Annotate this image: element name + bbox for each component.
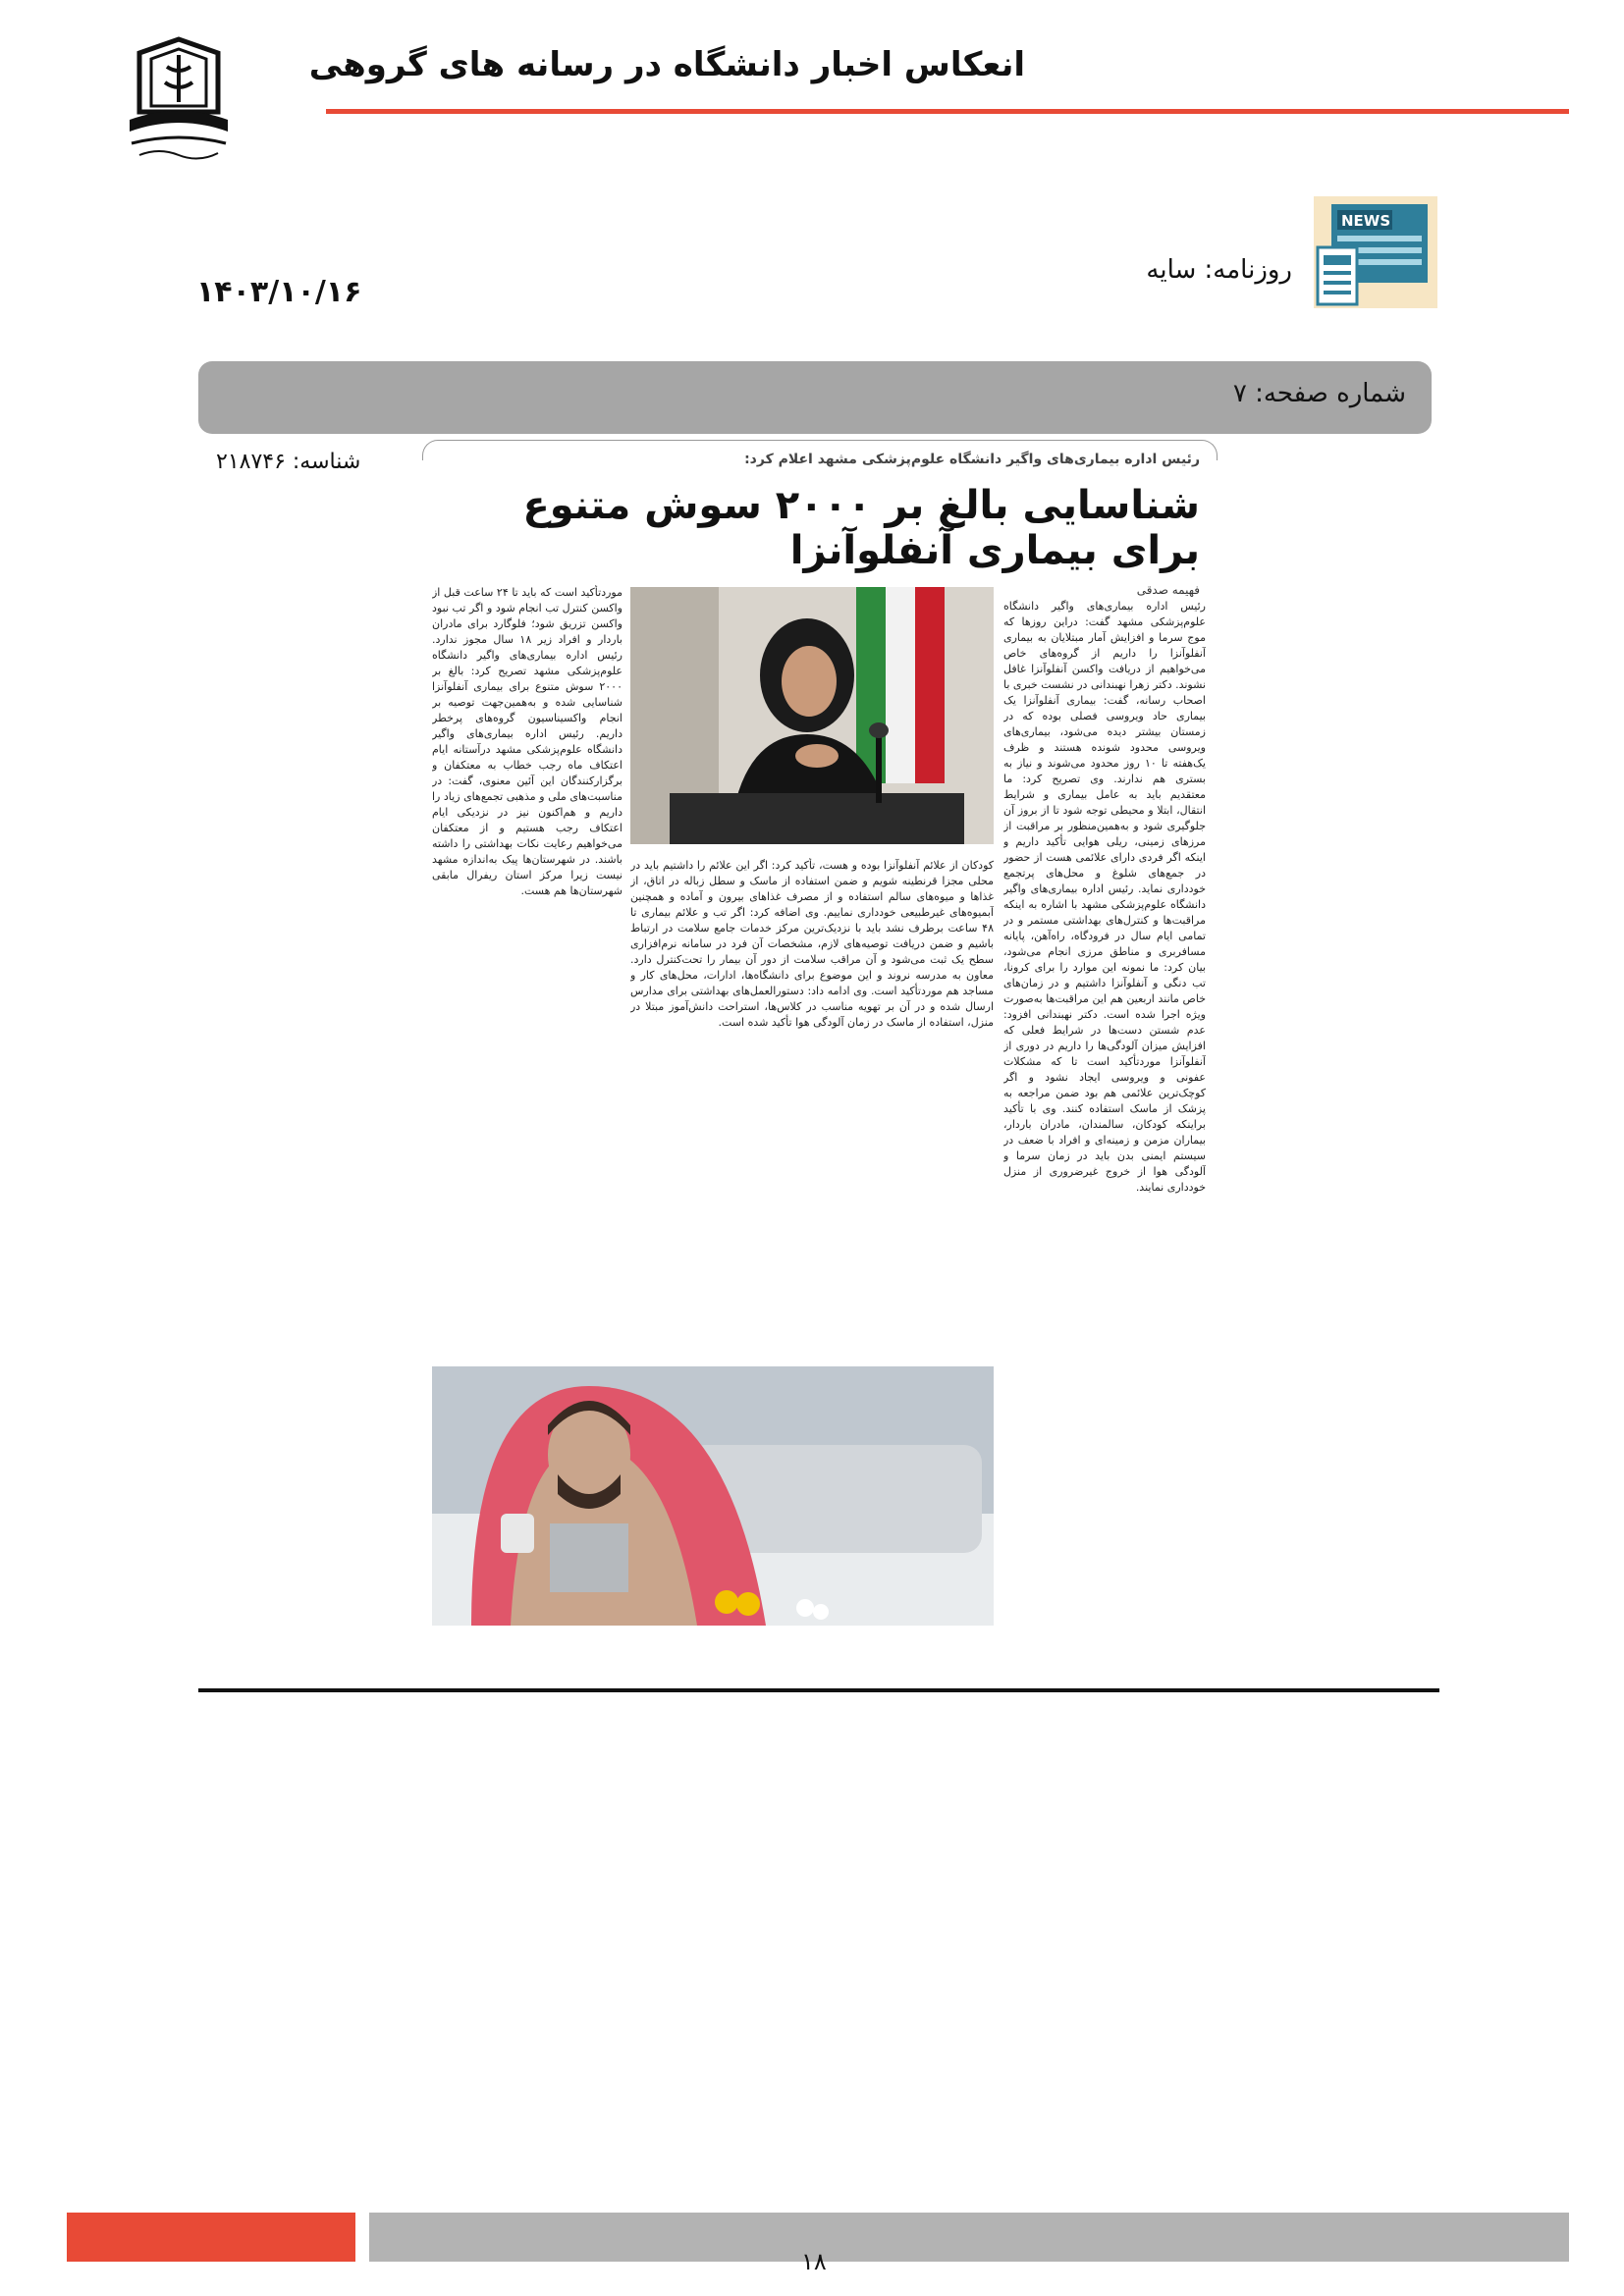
official-photo: [630, 587, 994, 844]
newspaper-icon: [1314, 196, 1437, 308]
news-clipping: [422, 440, 1216, 1633]
footer-accent-block: [67, 2213, 355, 2262]
article-column-middle: کودکان از علائم آنفلوآنزا بوده و هست، تأکید کرد: اگر این علائم را داشتیم باید در محلی مجزا قرنطینه شویم و ضمن استفاده از ماسک و سطل زباله در اتاق، از غذاها و میوه‌های سالم استفاده و از مصرف غذاهای بیرون و آماده و همچنین آبمیوه‌های غیرطبیعی خودداری نماییم. وی اضافه کرد: اگر تب و علائم بیماری تا ۴۸ ساعت برطرف نشد باید با نزدیک‌ترین مرکز خدمات جامع سلامت در ارتباط باشیم و ضمن دریافت توصیه‌های لازم، مشخصات آن فرد در سامانه نرم‌افزاری سطح یک ثبت می‌شود و آن مراقب سلامت از دور آن بیمار را تحت‌کنترل دارد. معاون به مدرسه نروند و این موضوع برای دانشگاه‌ها، ادارات، محل‌های کار و مساجد هم موردتأکید است. وی ادامه داد: دستورالعمل‌های بهداشتی برای مدارس ارسال شده و در آن بر تهویه مناسب در کلاس‌ها، استراحت دانش‌آموز مبتلا در منزل، استفاده از ماسک در زمان آلودگی هوا تأکید شده است.: [630, 859, 994, 1029]
page-number-label: شماره صفحه: ۷: [1232, 379, 1406, 408]
article-column-left: موردتأکید است که باید تا ۲۴ ساعت قبل از واکسن کنترل تب انجام شود و اگر تب نبود واکسن تزریق شود؛ فلوگارد برای مادران باردار و افراد زیر ۱۸ سال مجوز ندارد. رئیس اداره بیماری‌های واگیر دانشگاه علوم‌پزشکی مشهد تصریح کرد: بالغ بر ۲۰۰۰ سوش متنوع برای بیماری آنفلوآنزا شناسایی شده و به‌همین‌جهت توصیه بر انجام واکسیناسیون گروه‌های پرخطر داریم. رئیس اداره بیماری‌های واگیر دانشگاه علوم‌پزشکی مشهد درآستانه ایام اعتکاف ماه رجب خطاب به معتکفان و برگزارکنندگان این آئین معنوی، گفت: در مناسبت‌های ملی و مذهبی تجمع‌های زیاد را داریم و هم‌اکنون نیز در نزدیکی ایام اعتکاف رجب هستیم و از معتکفان می‌خواهیم رعایت نکات بهداشتی را داشته باشند. در شهرستان‌ها پیک به‌اندازه مشهد نیست زیرا مرکز استان ریفرال مابقی شهرستان‌ها هم هست.: [432, 586, 623, 897]
publication-date: ۱۴۰۳/۱۰/۱۶: [196, 275, 362, 309]
footer-page-number: ۱۸: [801, 2248, 827, 2275]
news-icon-text: NEWS: [1341, 212, 1391, 230]
article-identifier: شناسه: ۲۱۸۷۴۶: [216, 450, 361, 474]
article-column-right: رئیس اداره بیماری‌های واگیر دانشگاه علوم‌پزشکی مشهد گفت: دراین روزها که موج سرما و افزایش آمار مبتلایان به بیماری آنفلوآنزا را داریم از گروه‌های خاص می‌خواهیم از دریافت واکسن آنفلوآنزا غافل نشوند. دکتر زهرا نهبندانی در نشست خبری با اصحاب رسانه، گفت: بیماری آنفلوآنزا یک بیماری حاد ویروسی فصلی بوده که در زمستان بیشتر دیده می‌شود، بیماری‌های ویروسی محدود شونده هستند و ظرف یک‌هفته تا ۱۰ روز محدود می‌شوند و نیاز به بستری هم ندارند. وی تصریح کرد: ما معتقدیم باید به عامل بیماری و شرایط انتقال، ابتلا و محیطی توجه شود تا از بروز آن جلوگیری شود و به‌همین‌منظور بر مراقبت از مرزهای زمینی، ریلی هوایی تأکید داریم و اینکه اگر فردی دارای علائمی هست از حضور در جمع‌های شلوغ و محل‌های پرتجمع خودداری نماید. رئیس اداره بیماری‌های واگیر دانشگاه علوم‌پزشکی مشهد با اشاره به اینکه مراقبت‌ها و کنترل‌های بهداشتی مستمر و در تمامی ایام سال در فرودگاه، راه‌آهن، پایانه مسافربری و مناطق مرزی انجام می‌شود، بیان کرد: ما نمونه این موارد را برای کرونا، تب دنگی و آنفلوآنزا داشتیم و در زمان‌های خاص مانند اربعین هم این مراقبت‌ها به‌صورت ویژه اجرا شده است. دکتر نهبندانی افزود: عدم شستن دست‌ها در شرایط فعلی که افزایش میزان آلودگی‌ها را داریم در دوری از آنفلوآنزا موردتأکید است تا که مشکلات عفونی و ویروسی ایجاد نشود و اگر کوچک‌ترین علائمی هم بود ضمن مراجعه به پزشک از ماسک استفاده کنند. وی با تأکید براینکه کودکان، سالمندان، مادران باردار، بیماران مزمن و زمینه‌ای و افراد با ضعف در سیستم ایمنی بدن باید در زمان سرما و آلودگی هوا از خروج غیرضروری از منزل خودداری نمایند.: [1003, 600, 1206, 1194]
article-byline: فهیمه صدقی: [1136, 583, 1200, 597]
article-headline: شناسایی بالغ بر ۲۰۰۰ سوش متنوع برای بیماری آنفلوآنزا: [522, 483, 1200, 573]
sick-man-photo: [432, 1366, 994, 1626]
article-kicker: رئیس اداره بیماری‌های واگیر دانشگاه علوم‌پزشکی مشهد اعلام کرد:: [744, 452, 1200, 467]
newspaper-name: روزنامه: سایه: [1146, 255, 1292, 285]
footer-bar: [369, 2213, 1569, 2262]
header-title: انعکاس اخبار دانشگاه در رسانه های گروهی: [308, 45, 1025, 84]
header-divider: [326, 109, 1569, 114]
clipping-bottom-rule: [198, 1688, 1439, 1692]
